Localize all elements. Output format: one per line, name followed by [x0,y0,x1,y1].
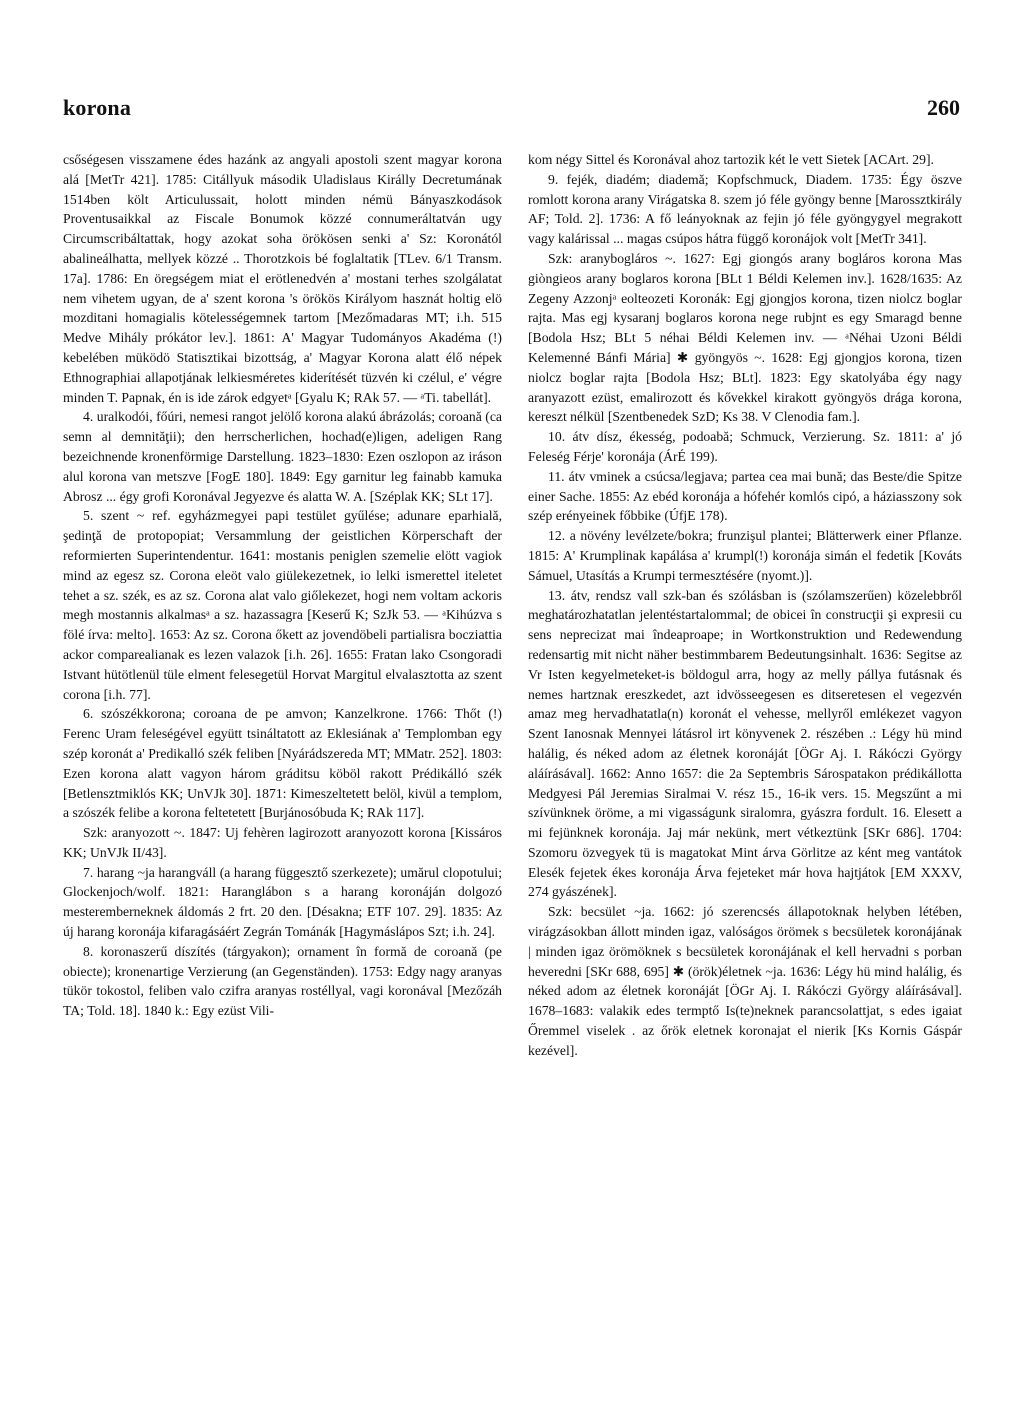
entry-paragraph: Szk: becsület ~ja. 1662: jó szerencsés állapotoknak helyben létében, virágzásokban állott minden igaz, valóságos örömek s becsületek koronájának | minden igaz örömöknek s becsületek koronájának el kell hervadni s porban heveredni [SKr 688, 695] ✱ (örök)életnek ~ja. 1636: Légy hü mind halálig, és néked adom az életnek koronáját [ÖGr Aj. I. Rákóczi György aláírásával]. 1678–1683: valakik edes termptő Is(te)neknek parancsolattjat, s edes igaiat Őremmel viselek . az őrök eletnek koronajat el nierik [Ks Kornis Gáspár kezével]. [528,904,962,1058]
entry-paragraph: 12. a növény levélzete/bokra; frunzişul plantei; Blätterwerk einer Pflanze. 1815: A' Krumplinak kapálása a' krumpl(!) koronája simán el fedetik [Kováts Sámuel, Utasítás a Krumpi termesztésére (nyomt.)]. [528,528,962,583]
entry-paragraph: 4. uralkodói, főúri, nemesi rangot jelölő korona alakú ábrázolás; coroană (ca semn al demnităţii); den herrscherlichen, hochad(e)ligen, adeligen Rang bezeichnende kronenförmige Darstellung. 1823–1830: Ezen oszlopon az iráson alul korona van metszve [FogE 180]. 1849: Egy garnitur leg fainabb kamuka Abrosz ... égy grofi Koronával Jegyezve és alatta W. A. [Széplak KK; SLt 17]. [63,409,502,504]
entry-paragraph: 8. koronaszerű díszítés (tárgyakon); ornament în formă de coroană (pe obiecte); kronenartige Verzierung (an Gegenständen). 1753: Edgy nagy aranyas tükör tokostol, feliben valo czifra aranyas rostéllyal, vagi koronával [Mezőzáh TA; Told. 18]. 1840 k.: Egy ezüst Vili- [63,943,502,1019]
entry-paragraph: 11. átv vminek a csúcsa/legjava; partea cea mai bună; das Beste/die Spitze einer Sache. 1855: Az ebéd koronája a hófehér komlós cipó, a háziasszony sok szép erényeinek főbbike (ÚfjE 178). [528,468,962,524]
entry-paragraph: kom négy Sittel és Koronával ahoz tartozik két le vett Sietek [ACArt. 29]. [528,152,934,167]
entry-paragraph: Szk: aranyozott ~. 1847: Uj fehèren lagirozott aranyozott korona [Kissáros KK; UnVJk II/43]. [63,825,502,860]
entry-paragraph: 7. harang ~ja harangváll (a harang függesztő szerkezete); umărul clopotului; Glockenjoch/wolf. 1821: Haranglábon s a harang koronáján dolgozó mesteremberneknek áldomás 2 frt. 20 den. [Désakna; ETF 107. 29]. 1835: Az új harang koronája kifaragásáért Zegrán Tománák [Hagymáslápos Szt; i.h. 24]. [63,864,502,940]
entry-paragraph: 10. átv dísz, ékesség, podoabă; Schmuck, Verzierung. Sz. 1811: a' jó Feleség Férje' koronája (ÁrÉ 199). [528,429,962,464]
entry-paragraph: Szk: aranybogláros ~. 1627: Egj giongós arany bogláros korona Mas giòngieos arany boglaros korona [BLt 1 Béldi Kelemen inv.]. 1628/1635: Az Zegeny Azzonjᵃ eolteozeti Koronák: Egj gjongjos korona, tizen niolcz boglar rajta. Mas egj kysaranj boglaros korona nege rubjnt es egy Smaragd benne [Bodola Hsz; BLt 5 néhai Béldi Kelemen inv. — ᵃNéhai Uzoni Béldi Kelemenné Bánfi Mária] ✱ gyöngyös ~. 1628: Egj gjongjos korona, tizen niolcz boglar rajta [Bodola Hsz; BLt]. 1823: Egy skatolyába égy nagy aranyazott ezüst, emalirozott és kővekkel kirakott gyöngyös drága korona, kereszt nélkül [Szentbenedek SzD; Ks 38. V Clenodia fam.]. [528,250,962,425]
left-column [63,150,502,1021]
entry-paragraph: 6. szószékkorona; coroana de pe amvon; Kanzelkrone. 1766: Thőt (!) Ferenc Uram feleségével együtt tsináltatott az Eklesiának a' Templomban egy szép koronát a' Predikalló szék feliben [Nyárádszereda MT; MMatr. 252]. 1803: Ezen korona alatt vagyon három gráditsu köböl rakott Prédikálló szék [Betlensztmiklós KK; UnVJk 30]. 1871: Kimeszeltetett belöl, kivül a templom, a szószék felibe a korona feltetetett [Burjánosóbuda K; RAk 117]. [63,706,502,821]
headword: korona [63,95,132,120]
entry-paragraph: csőségesen visszamene édes hazánk az angyali apostoli szent magyar korona alá [MetTr 421]. 1785: Citállyuk második Uladislaus Királly Decretumának 1514ben költ Articulussait, holott minden némü Bányaszkodások Proventusaikkal az Fiscale Bonumok közzé connumeráltatván ugy Circumscribáltattak, hogy azokat soha örökösen senki a' Sz: Koronától abalineálhatta, mellyek közzé .. Thorotzkois bé foglaltatik [TLev. 6/1 Transm. 17a]. 1786: En öregségem miat el erötlenedvén a' mostani terhes szolgálatat nem vihetem ugyan, de a' szent korona 's örökös Királyom hasznát holtig elö mozditani homagialis kötelességemnek tartom [Mezőmadaras MT; i.h. 515 Medve Mihály prókátor lev.]. 1861: A' Magyar Tudományos Akadéma (!) kebelében müködö Statisztikai bizottság, a' Magyar Korona alatt élő népek Ethnographiai allapotjának lelkiesméretes kiderítését tüzvén ki czélul, e' végre minden T. Papnak, én is ide zárok edgyetᵃ [Gyalu K; RAk 57. — ᵃTi. tabellát]. [63,152,502,405]
right-column [528,150,962,1061]
entry-paragraph: 5. szent ~ ref. egyházmegyei papi testület gyűlése; adunare eparhială, şedinţă de protopopiat; Versammlung der geistlichen Körperschaft der reformierten Superintendentur. 1641: mostanis peniglen szemelie elött vagiok mind az egesz sz. Corona eleöt valo giülekezetnek, io lelki ismerettel iteletet tehet a sz. szék, es az sz. Corona alat valo giőlekezet, hogi nem voltam ackoris megh mostannis alkalmasᵃ a sz. hazassagra [Keserű K; SzJk 53. — ᵃKihúzva s fölé írva: melto]. 1653: Az sz. Corona őkett az jovendöbeli partialisra bocziattia ackor comparealianak es lezen valazok [i.h. 26]. 1655: Fratan lako Csongoradi Istvant hütötlenül tüle elment felesegetül Horvat Margitul elvalasztotta az szent corona [i.h. 77]. [63,508,502,702]
page-number: 260 [927,95,960,120]
page-header [63,95,960,129]
entry-paragraph: 9. fejék, diadém; diademă; Kopfschmuck, Diadem. 1735: Égy öszve romlott korona arany Virágatska 8. szem jó féle gyöngy benne [Marossztkirály AF; Told. 2]. 1736: A fő leányoknak az fejin jó féle gyöngygyel megrakott vagy kalárissal ... magas csúpos hátra függő koronájok volt [MetTr 341]. [528,171,962,247]
entry-paragraph: 13. átv, rendsz vall szk-ban és szólásban is (szólamszerűen) közelebbről meghatározhatatlan jelentéstartalommal; de obicei în construcţii şi expresii cu sens neprecizat mai îndeaproape; in Wortkonstruktion und Redewendung redensartig mit nicht näher bestimmbarem Bedeutungsinhalt. 1636: Segitse az Vr Isten kegyelmeteket-is böldogul arra, hogy az melly pállya futásnak és nemes hartznak ereszkedet, azt idvösseegesen es ditseretesen el vegezvén amaz meg hervadhatatla(n) koronát el vehesse, mellyről emlékezet vagyon Szent Ianosnak Mennyei látásrol irt könyvenek 2. részében .: Légy hü mind halálig, és néked adom az életnek koronáját [ÖGr Aj. I. Rákóczi György aláírásával]. 1662: Anno 1657: die 2a Septembris Sárospatakon prédikállotta Medgyesi Pál Jeremias Siralmai V. rész 15., 16-ik vers. 15. Megszűnt a mi szívünknek öröme, a mi vigasságunk siralomra, gyászra fordult. 16. Elesett a mi fejünknek koronája. Jaj már nekünk, mert vétkeztünk [SKr 686]. 1704: Szomoru özvegyek tü is magatokat Mint árva Görlitze az ként meg vantátok Elesék fejetek ékes koronája Árva fejeteket már hova hajtjátok [EM XXXV, 274 gyászének]. [528,587,962,900]
